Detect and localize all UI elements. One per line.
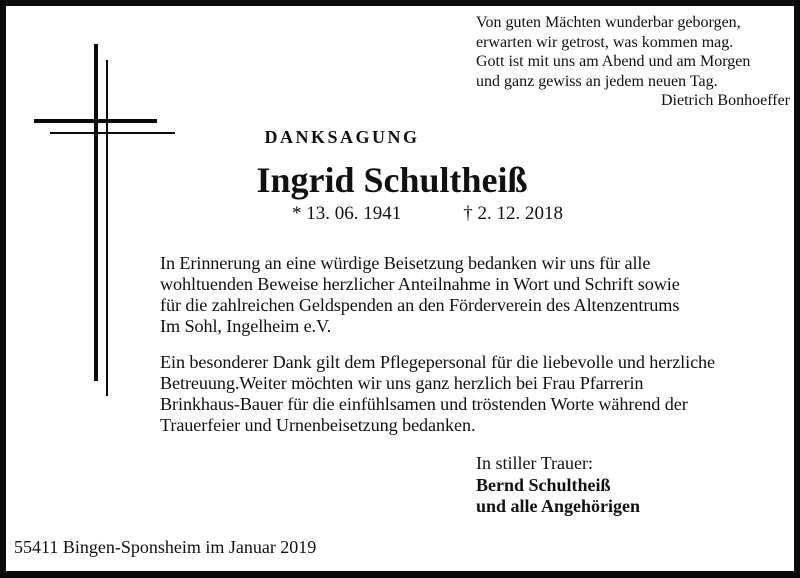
paragraph-line: Trauerfeier und Urnenbeisetzung bedanken. — [160, 415, 476, 435]
paragraph-line: Im Sohl, Ingelheim e.V. — [160, 316, 332, 336]
paragraph-line: Ein besonderer Dank gilt dem Pflegepersonal für die liebevolle und herzliche — [160, 352, 716, 372]
quote-author: Dietrich Bonhoeffer — [661, 92, 790, 109]
death-date: † 2. 12. 2018 — [463, 203, 563, 224]
signature-intro: In stiller Trauer: — [476, 453, 593, 473]
cross-thick-horizontal — [34, 119, 157, 123]
notice-title: DANKSAGUNG — [264, 127, 420, 147]
place-and-date: 55411 Bingen-Sponsheim im Januar 2019 — [14, 537, 317, 557]
quote-line: und ganz gewiss an jedem neuen Tag. — [476, 72, 718, 90]
paragraph-line: In Erinnerung an eine würdige Beisetzung bedanken wir uns für alle — [160, 253, 651, 273]
deceased-name: Ingrid Schultheiß — [256, 160, 528, 200]
paragraph-line: wohltuenden Beweise herzlicher Anteilnahme in Wort und Schrift sowie — [160, 274, 680, 294]
mourner-name: Bernd Schultheiß — [476, 474, 611, 495]
mourners-signature — [476, 453, 640, 518]
thanks-paragraph-1 — [160, 253, 800, 337]
family-line: und alle Angehörigen — [476, 496, 641, 516]
cross-thin-vertical — [106, 60, 108, 396]
quote-line: Von guten Mächten wunderbar geborgen, — [476, 14, 741, 31]
paragraph-line: für die zahlreichen Geldspenden an den Förderverein des Altenzentrums — [160, 295, 680, 315]
birth-date: * 13. 06. 1941 — [292, 203, 402, 224]
life-dates — [292, 203, 563, 225]
bonhoeffer-quote — [476, 13, 796, 111]
thanks-paragraph-2 — [160, 352, 800, 436]
cross-thick-vertical — [94, 44, 98, 381]
quote-line: Gott ist mit uns am Abend und am Morgen — [476, 53, 751, 70]
paragraph-line: Betreuung.Weiter möchten wir uns ganz herzlich bei Frau Pfarrerin — [160, 373, 644, 393]
paragraph-line: Brinkhaus-Bauer für die einfühlsamen und tröstenden Worte während der — [160, 394, 688, 414]
quote-line: erwarten wir getrost, was kommen mag. — [476, 33, 734, 51]
